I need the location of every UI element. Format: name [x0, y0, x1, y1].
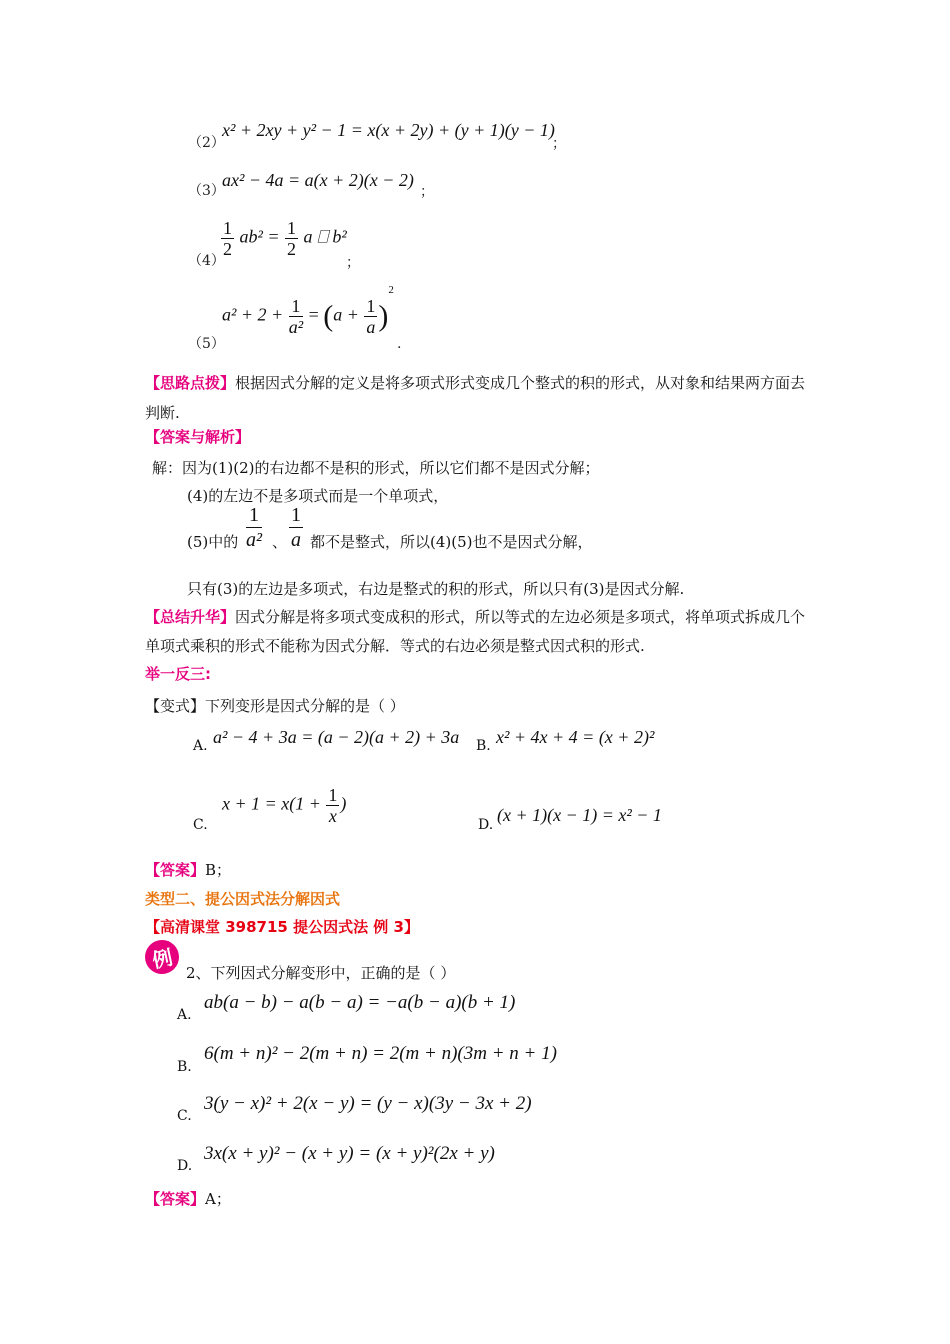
- solution-f1-denominator: a²: [246, 529, 262, 551]
- example-answer: [145, 1190, 231, 1210]
- example-option-c-label: C.: [177, 1108, 192, 1124]
- item-4-rhs-fraction: [285, 218, 298, 259]
- item-5-f1-numerator: 1: [289, 296, 303, 317]
- example-answer-value: A；: [205, 1190, 231, 1208]
- variant-c-numerator: 1: [328, 785, 338, 805]
- hint-tag: 【思路点拨】: [145, 374, 236, 392]
- item-5-equation: [222, 284, 394, 337]
- variant-option-c-label: C.: [193, 817, 208, 833]
- summary-paragraph: [145, 603, 810, 661]
- answer-analysis-tag: 【答案与解析】: [145, 428, 251, 446]
- hint-text: 根据因式分解的定义是将多项式形式变成几个整式的积的形式，从对象和结果两方面去判断.: [145, 374, 806, 422]
- solution-line-2: (4)的左边不是多项式而是一个单项式，: [187, 487, 449, 505]
- variant-option-b-expr: x² + 4x + 4 = (x + 2)²: [496, 727, 655, 747]
- example-option-b-label: B.: [177, 1059, 192, 1075]
- practice-heading: 举一反三:: [145, 665, 211, 683]
- example-question: 2、下列因式分解变形中，正确的是（ ）: [186, 964, 456, 982]
- item-2-rhs: x(x + 2y) + (y + 1)(y − 1): [367, 120, 555, 140]
- item-3-equation: ax² − 4a = a(x + 2)(x − 2): [222, 170, 414, 190]
- example-option-d-label: D.: [177, 1158, 193, 1174]
- item-4-label: （4）: [188, 253, 225, 269]
- variant-c-pre: x + 1 = x(1 +: [222, 793, 321, 814]
- variant-option-b-label: B.: [476, 738, 491, 754]
- item-5-close-paren: ): [378, 299, 389, 333]
- item-5-f1-denominator: a²: [288, 317, 304, 337]
- type-two-heading: 类型二、提公因式法分解因式: [145, 890, 341, 908]
- item-5-f2-denominator: a: [366, 317, 376, 337]
- solution-f2-numerator: 1: [291, 504, 301, 526]
- example-option-c-expr: 3(y − x)² + 2(x − y) = (y − x)(3y − 3x + 2): [204, 1093, 532, 1114]
- item-5-fraction-2: [364, 296, 377, 337]
- item-5-label: （5）: [188, 336, 225, 352]
- item-4-lhs-fraction: [221, 218, 234, 259]
- solution-fraction-1: [245, 503, 263, 552]
- variant-option-c-expr: [222, 785, 346, 826]
- item-5-eq: =: [308, 304, 319, 325]
- item-5-power: 2: [388, 284, 394, 296]
- item-5-fraction-1: [289, 296, 303, 337]
- item-4-equation: [220, 218, 347, 259]
- summary-text: 因式分解是将多项式变成积的形式，所以等式的左边必须是多项式，将单项式拆成几个单项式乘积的形式不能称为因式分解．等式的右边必须是整式因式积的形式.: [145, 608, 806, 655]
- item-5-end: .: [397, 336, 402, 352]
- variant-option-d-label: D.: [478, 817, 494, 833]
- item-3-end: ；: [420, 184, 434, 200]
- variant-answer-value: B；: [205, 861, 232, 879]
- solution-fraction-2: [288, 503, 304, 552]
- solution-separator: 、: [272, 533, 288, 551]
- solution-line-1: 解：因为(1)(2)的右边都不是积的形式，所以它们都不是因式分解；: [152, 459, 600, 477]
- item-2-equation: [222, 120, 555, 141]
- item-5-lhs: a² + 2 +: [222, 304, 284, 325]
- item-5-open-paren: (: [323, 299, 334, 333]
- solution-f1-numerator: 1: [246, 503, 262, 528]
- example-badge-icon: 例: [142, 937, 182, 977]
- item-2-lhs: x² + 2xy + y² − 1 =: [222, 120, 368, 140]
- variant-answer: [145, 861, 231, 881]
- example-option-a-label: A.: [177, 1007, 192, 1023]
- item-4-rhs-denominator: 2: [287, 239, 297, 259]
- solution-line-3-post: 都不是整式，所以(4)(5)也不是因式分解，: [310, 533, 593, 551]
- item-3-label: （3）: [188, 183, 225, 199]
- example-option-b-expr: 6(m + n)² − 2(m + n) = 2(m + n)(3m + n + 1): [204, 1043, 557, 1064]
- solution-line-4: 只有(3)的左边是多项式，右边是整式的积的形式，所以只有(3)是因式分解.: [187, 580, 685, 598]
- item-2-label: （2）: [188, 135, 225, 151]
- item-4-rhs-numerator: 1: [287, 218, 297, 238]
- item-4-lhs-numerator: 1: [223, 218, 232, 238]
- variant-option-a-label: A.: [193, 738, 208, 754]
- variant-option-d-expr: (x + 1)(x − 1) = x² − 1: [497, 805, 662, 825]
- item-5-inner: a +: [333, 304, 359, 325]
- variant-question: 【变式】下列变形是因式分解的是（ ）: [145, 697, 405, 715]
- variant-option-a-expr: a² − 4 + 3a = (a − 2)(a + 2) + 3a: [213, 727, 460, 747]
- item-4-end: ；: [346, 255, 360, 271]
- item-4-lhs-tail: ab² =: [239, 226, 280, 247]
- lesson-reference: 【高清课堂 398715 提公因式法 例 3】: [145, 918, 419, 936]
- variant-c-denominator: x: [328, 806, 337, 826]
- variant-answer-tag: 【答案】: [145, 861, 206, 879]
- variant-c-post: ): [340, 793, 347, 814]
- example-option-a-expr: ab(a − b) − a(b − a) = −a(b − a)(b + 1): [204, 992, 516, 1013]
- variant-c-fraction: [326, 785, 339, 826]
- solution-f1: [246, 503, 262, 552]
- example-option-d-expr: 3x(x + y)² − (x + y) = (x + y)²(2x + y): [204, 1143, 495, 1164]
- example-answer-tag: 【答案】: [145, 1190, 206, 1208]
- item-2-end: ；: [552, 136, 566, 152]
- solution-f2: [289, 503, 303, 552]
- item-4-lhs-denominator: 2: [223, 239, 232, 259]
- item-5-f2-numerator: 1: [366, 296, 376, 316]
- hint-paragraph: [145, 368, 810, 428]
- summary-tag: 【总结升华】: [145, 608, 236, 626]
- item-4-rhs-tail: a ⎕ b²: [303, 226, 347, 247]
- solution-line-3-pre: (5)中的: [187, 533, 239, 551]
- solution-f2-denominator: a: [291, 529, 301, 551]
